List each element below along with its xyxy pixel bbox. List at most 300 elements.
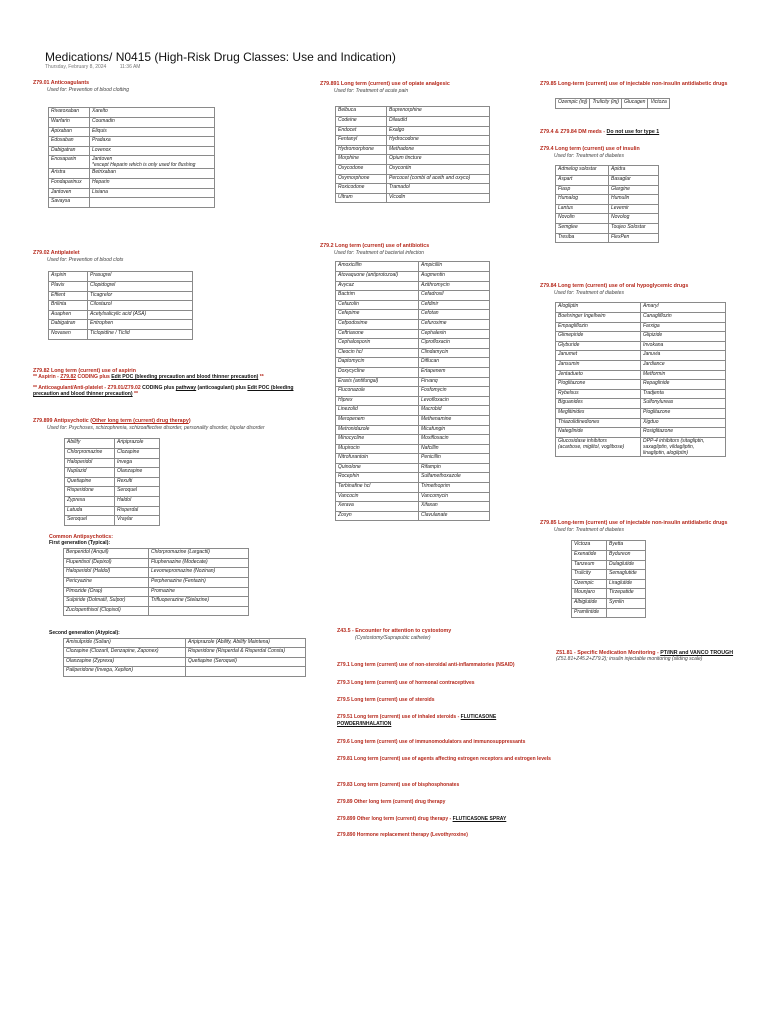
table-cell: Glucosidase inhibitors (acarbose, miglitol, voglibose) xyxy=(556,437,641,456)
table-cell: Toujeo Solostar xyxy=(609,223,659,233)
z79899-item xyxy=(337,816,506,822)
table-cell: Cilostazol xyxy=(88,301,193,311)
noninsulin-subtitle: Used for: Treatment of diabetes xyxy=(554,527,624,534)
table-cell: Cefadroxil xyxy=(419,291,490,301)
table-cell: Exenatide xyxy=(572,551,607,561)
noninsulin-top-table xyxy=(555,98,670,109)
common-antipsychotics-heading: Common Antipsychotics: xyxy=(49,533,113,540)
first-gen-label: First generation (Typical): xyxy=(49,539,111,546)
table-cell: Doxycycline xyxy=(336,367,419,377)
table-cell: Rivaroxaban xyxy=(49,108,90,118)
table-row xyxy=(64,549,249,559)
table-cell: Zyprexa xyxy=(65,496,115,506)
table-cell: Biguanides xyxy=(556,399,641,409)
heading-underlined: PT/INR and VANCO TROUGH xyxy=(660,650,734,656)
table-row xyxy=(49,320,193,330)
table-row xyxy=(49,272,193,282)
table-cell: Aristra xyxy=(49,169,90,179)
table-row xyxy=(49,178,215,188)
table-row xyxy=(336,262,490,272)
heading-text: ) xyxy=(188,418,191,424)
opiate-table xyxy=(335,106,490,203)
table-cell: Oxymorphone xyxy=(336,174,387,184)
table-cell: Victoza xyxy=(648,99,669,109)
table-cell: Roxicodone xyxy=(336,184,387,194)
table-cell: Pioglitazone xyxy=(556,380,641,390)
antibiotics-heading: Z79.2 Long term (current) use of antibiotics xyxy=(320,243,430,249)
antiplatelet-subtitle: Used for: Prevention of blood clots xyxy=(47,257,124,264)
table-cell: Sulpiride (Dolmatil, Sulpor) xyxy=(64,597,149,607)
table-row xyxy=(336,126,490,136)
second-gen-table xyxy=(63,638,306,677)
table-cell: Sulfonylureas xyxy=(641,399,726,409)
table-cell: Clavulanate xyxy=(419,511,490,521)
note-text: CODING plus xyxy=(76,374,112,381)
insulin-table xyxy=(555,165,659,243)
table-cell: Novolog xyxy=(609,214,659,224)
table-cell: Tirzepatide xyxy=(607,589,646,599)
aspirin-coding-note xyxy=(33,374,318,381)
table-row xyxy=(572,570,646,580)
table-cell: Xerava xyxy=(336,502,419,512)
table-row xyxy=(64,657,306,667)
z435-heading: Z43.5 - Encounter for attention to cystostomy xyxy=(337,628,452,634)
table-cell: Dabigatran xyxy=(49,146,90,156)
table-cell: Morphine xyxy=(336,155,387,165)
table-row xyxy=(336,367,490,377)
table-row xyxy=(556,351,726,361)
table-cell xyxy=(607,608,646,618)
table-cell: Fentanyl xyxy=(336,136,387,146)
table-row xyxy=(49,137,215,147)
table-row xyxy=(556,214,659,224)
antibiotics-subtitle: Used for: Treatment of bacterial infection xyxy=(334,250,424,257)
table-row xyxy=(556,408,726,418)
table-row xyxy=(65,449,160,459)
table-row xyxy=(336,291,490,301)
table-row xyxy=(49,188,215,198)
table-row xyxy=(336,425,490,435)
antiplatelet-table xyxy=(48,271,193,339)
antipsychotic-subtitle: Used for: Psychoses, schizophrenia, schizoaffective disorder, personality disorder, bipolar disorder xyxy=(47,425,265,432)
z435-block xyxy=(337,628,587,646)
table-cell: Hydromorphone xyxy=(336,145,387,155)
table-cell: Ozempic (inj) xyxy=(556,99,590,109)
table-cell: Glimepiride xyxy=(556,332,641,342)
table-cell: Clindamycin xyxy=(419,348,490,358)
table-cell: Dulaglutide xyxy=(607,560,646,570)
table-cell: Aspirin xyxy=(49,272,88,282)
table-cell: Auaphen xyxy=(49,310,88,320)
table-cell: Tramadol xyxy=(387,184,490,194)
table-cell: Seroquel xyxy=(65,516,115,526)
table-row xyxy=(65,516,160,526)
table-cell: Paliperidone (Invega, Xeplion) xyxy=(64,667,186,677)
table-cell: Semglee xyxy=(556,223,609,233)
table-row xyxy=(572,551,646,561)
table-cell: Seroquel xyxy=(115,487,160,497)
table-cell: Humulin xyxy=(609,195,659,205)
table-cell: Levemir xyxy=(609,204,659,214)
table-cell: Sulfamethoxazole xyxy=(419,473,490,483)
table-row xyxy=(336,511,490,521)
table-cell: Edoxaban xyxy=(49,137,90,147)
heading-text: Z51.81 - Specific Medication Monitoring - xyxy=(556,650,661,656)
table-cell: Entrophen xyxy=(88,320,193,330)
note-text: ** xyxy=(132,391,139,398)
noninsulin-top-heading: Z79.85 Long-term (current) use of injectable non-insulin antidiabetic drugs xyxy=(540,81,728,87)
z79890-item: Z79.890 Hormone replacement therapy (Levothyroxine) xyxy=(337,832,468,838)
table-cell: Risperdal xyxy=(115,506,160,516)
table-cell: Belbuca xyxy=(336,107,387,117)
table-cell: Vraylar xyxy=(115,516,160,526)
table-row xyxy=(336,396,490,406)
table-cell: Empagliflozin xyxy=(556,322,641,332)
table-row xyxy=(336,415,490,425)
table-cell: Glargine xyxy=(609,185,659,195)
table-cell: Risperidone xyxy=(65,487,115,497)
table-cell: Victoza xyxy=(572,541,607,551)
table-cell: Linezolid xyxy=(336,406,419,416)
table-row xyxy=(65,458,160,468)
table-cell: Admelog solostar xyxy=(556,166,609,176)
table-row xyxy=(556,99,670,109)
table-cell: Levomepromazine (Nozinan) xyxy=(149,568,249,578)
heading-text: Z79.899 Antipsychotic ( xyxy=(33,418,92,424)
table-cell: Glipizide xyxy=(641,332,726,342)
table-cell: Diflucan xyxy=(419,358,490,368)
table-cell: Cefepime xyxy=(336,310,419,320)
table-cell: Cleocin hcl xyxy=(336,348,419,358)
table-row xyxy=(556,176,659,186)
antipsychotic-heading xyxy=(33,418,323,424)
table-cell: Ultram xyxy=(336,193,387,203)
table-cell: Liraglutide xyxy=(607,579,646,589)
table-cell: Nateglinide xyxy=(556,428,641,438)
z7989-item: Z79.89 Other long term (current) drug therapy xyxy=(337,799,446,805)
table-cell: Ampicillin xyxy=(419,262,490,272)
table-row xyxy=(336,155,490,165)
table-cell: Quetiapine (Seroquel) xyxy=(186,657,306,667)
table-cell: Byetta xyxy=(607,541,646,551)
table-row xyxy=(572,541,646,551)
table-row xyxy=(49,301,193,311)
table-row xyxy=(336,164,490,174)
table-cell: Cephalosporin xyxy=(336,339,419,349)
table-cell: Cefuroxime xyxy=(419,319,490,329)
table-cell: Apidra xyxy=(609,166,659,176)
table-cell: Tradjenta xyxy=(641,389,726,399)
table-cell: Methenamine xyxy=(419,415,490,425)
dm-note xyxy=(540,129,659,135)
antipsychotic-section xyxy=(33,418,323,677)
table-cell: Clozapine (Clozaril, Denzapine, Zaponex) xyxy=(64,648,186,658)
table-cell: Perphenazine (Fentazin) xyxy=(149,577,249,587)
table-cell: Jantoven *except Heparin which is only used for flushing xyxy=(90,156,215,169)
table-row xyxy=(336,492,490,502)
table-cell: Micafungin xyxy=(419,425,490,435)
table-cell: Firvanq xyxy=(419,377,490,387)
table-row xyxy=(64,558,249,568)
table-row xyxy=(336,483,490,493)
table-row xyxy=(64,606,249,616)
table-cell: Pradaxa xyxy=(90,137,215,147)
table-row xyxy=(556,204,659,214)
table-cell: DPP-4 inhibitors (sitagliptin, saxagliptin, vildagliptin, linagliptin, alogliptin) xyxy=(641,437,726,456)
table-cell: Thiazolidinediones xyxy=(556,418,641,428)
table-row xyxy=(64,638,306,648)
table-cell: Endocet xyxy=(336,126,387,136)
item-underlined: FLUTICASONE POWDER/INHALATION xyxy=(337,714,497,727)
table-row xyxy=(336,136,490,146)
antiplatelet-section xyxy=(33,250,193,340)
second-gen-label: Second generation (Atypical): xyxy=(49,630,120,637)
table-cell: Heparin xyxy=(90,178,215,188)
table-cell: Coumadin xyxy=(90,118,215,128)
table-row xyxy=(556,195,659,205)
table-cell: Percocet (combi of aceth and oxyco) xyxy=(387,174,490,184)
table-row xyxy=(336,339,490,349)
table-row xyxy=(49,291,193,301)
table-row xyxy=(556,233,659,243)
table-cell: Brilinta xyxy=(49,301,88,311)
table-cell: Tanzeum xyxy=(572,560,607,570)
table-cell: Ertapenem xyxy=(419,367,490,377)
table-row xyxy=(64,648,306,658)
aspirin-notes xyxy=(33,368,318,398)
table-cell: Meropenem xyxy=(336,415,419,425)
table-row xyxy=(336,463,490,473)
table-cell: Eraxis (antifungal) xyxy=(336,377,419,387)
table-row xyxy=(336,174,490,184)
insulin-section xyxy=(540,146,659,243)
table-cell: Mounjaro xyxy=(572,589,607,599)
table-cell: Amoxicillin xyxy=(336,262,419,272)
table-cell: Trimethoprim xyxy=(419,483,490,493)
table-row xyxy=(336,435,490,445)
table-cell: Hiprex xyxy=(336,396,419,406)
table-cell: Invega xyxy=(115,458,160,468)
table-row xyxy=(49,310,193,320)
note-edit-poc: Edit POC (bleeding precaution and blood thinner precaution) xyxy=(33,384,294,398)
table-row xyxy=(556,223,659,233)
antibiotics-table xyxy=(335,261,490,521)
table-cell: Bydureon xyxy=(607,551,646,561)
table-row xyxy=(336,310,490,320)
table-cell: Moxifloxacin xyxy=(419,435,490,445)
table-row xyxy=(64,587,249,597)
table-cell: Amaryl xyxy=(641,303,726,313)
table-cell: Aripiprazole xyxy=(115,439,160,449)
table-cell: Janumet xyxy=(556,351,641,361)
table-cell: Pimozide (Orap) xyxy=(64,587,149,597)
table-row xyxy=(556,437,726,456)
z793-item: Z79.3 Long term (current) use of hormonal contraceptives xyxy=(337,680,475,686)
z795-item: Z79.5 Long term (current) use of steroids xyxy=(337,697,435,703)
table-row xyxy=(49,146,215,156)
table-cell: Amisulpride (Solian) xyxy=(64,638,186,648)
table-cell: Tresiba xyxy=(556,233,609,243)
table-cell: Haldol xyxy=(115,496,160,506)
table-row xyxy=(336,184,490,194)
table-cell: Ticagrelor xyxy=(88,291,193,301)
opiate-heading: Z79.891 Long term (current) use of opiate analgesic xyxy=(320,81,450,87)
table-row xyxy=(49,118,215,128)
table-cell: Dilaudid xyxy=(387,117,490,127)
table-cell: Xarelto xyxy=(90,108,215,118)
table-row xyxy=(572,560,646,570)
table-row xyxy=(336,444,490,454)
table-cell: Fiasp xyxy=(556,185,609,195)
table-row xyxy=(556,303,726,313)
item-text: Z79.899 Other long term (current) drug therapy - xyxy=(337,816,453,822)
table-cell: Trifluoperazine (Stelazine) xyxy=(149,597,249,607)
page-time: 11:36 AM xyxy=(119,64,141,70)
page-title: Medications/ N0415 (High-Risk Drug Classes: Use and Indication) xyxy=(45,50,396,64)
table-row xyxy=(64,667,306,677)
table-cell: Fosfomycin xyxy=(419,387,490,397)
table-row xyxy=(65,477,160,487)
table-cell: Apixaban xyxy=(49,127,90,137)
table-cell: Aripiprazole (Abilify, Abilify Maintena) xyxy=(186,638,306,648)
oral-subtitle: Used for: Treatment of diabetes xyxy=(554,290,624,297)
table-cell: Exalgo xyxy=(387,126,490,136)
table-row xyxy=(49,329,193,339)
table-cell: Haloperidol (Haldol) xyxy=(64,568,149,578)
table-row xyxy=(64,568,249,578)
table-cell: Clopidogrel xyxy=(88,282,193,292)
z7983-item: Z79.83 Long term (current) use of bisphosphonates xyxy=(337,782,460,788)
table-row xyxy=(336,117,490,127)
table-cell xyxy=(149,606,249,616)
table-cell: Olanzapine (Zyprexa) xyxy=(64,657,186,667)
table-row xyxy=(336,348,490,358)
table-row xyxy=(556,389,726,399)
table-row xyxy=(556,332,726,342)
table-cell xyxy=(186,667,306,677)
table-cell: Eliquis xyxy=(90,127,215,137)
table-cell: Olanzapine xyxy=(115,468,160,478)
table-row xyxy=(49,156,215,169)
note-pathway: pathway xyxy=(175,384,197,391)
monitoring-section xyxy=(556,650,766,662)
table-cell: Boehringer Ingelheim xyxy=(556,313,641,323)
opiate-section xyxy=(320,81,490,203)
note-text: ** Anticoagulant/Anti-platelet - Z79.01/Z79.02 xyxy=(33,384,141,391)
antipsychotic-table xyxy=(64,438,160,525)
table-cell: Metformin xyxy=(641,370,726,380)
table-row xyxy=(65,439,160,449)
z7981-item: Z79.81 Long term (current) use of agents affecting estrogen receptors and estrogen levels xyxy=(337,756,551,762)
table-cell: Trulicity xyxy=(572,570,607,580)
note-text: ** xyxy=(258,374,264,381)
anticoagulants-table xyxy=(48,107,215,207)
table-cell: Rocephin xyxy=(336,473,419,483)
table-row xyxy=(49,108,215,118)
table-row xyxy=(336,358,490,368)
table-cell: Jentadueto xyxy=(556,370,641,380)
table-cell: Methadone xyxy=(387,145,490,155)
table-row xyxy=(49,198,215,208)
heading-underlined: Other long term (current) drug therapy xyxy=(91,418,189,424)
table-row xyxy=(556,166,659,176)
note-code: Z79.82 xyxy=(60,374,77,381)
table-cell: Lixiana xyxy=(90,188,215,198)
table-row xyxy=(572,598,646,608)
table-cell: Chlorpromazine (Largactil) xyxy=(149,549,249,559)
table-cell: Ciprofloxacin xyxy=(419,339,490,349)
table-cell: Effient xyxy=(49,291,88,301)
table-row xyxy=(556,313,726,323)
table-row xyxy=(556,370,726,380)
table-cell: Jansumin xyxy=(556,360,641,370)
table-row xyxy=(572,608,646,618)
table-row xyxy=(64,597,249,607)
table-cell: Invokana xyxy=(641,341,726,351)
table-cell: Enoxaparin xyxy=(49,156,90,169)
table-row xyxy=(556,185,659,195)
table-cell: Humalog xyxy=(556,195,609,205)
table-cell: Flupentixol (Depixol) xyxy=(64,558,149,568)
table-row xyxy=(336,145,490,155)
table-cell: Prasugrel xyxy=(88,272,193,282)
table-cell: Meglitinides xyxy=(556,408,641,418)
table-cell: Ozempic xyxy=(572,579,607,589)
table-row xyxy=(556,418,726,428)
table-cell: Fluphenazine (Modecate) xyxy=(149,558,249,568)
table-cell: Benperidol (Anquil) xyxy=(64,549,149,559)
noninsulin-top-section xyxy=(540,81,727,109)
table-row xyxy=(65,487,160,497)
table-cell: Opium tincture xyxy=(387,155,490,165)
table-cell: Azithromycin xyxy=(419,281,490,291)
table-cell: Promazine xyxy=(149,587,249,597)
timestamp xyxy=(45,64,152,70)
table-cell: Warfarin xyxy=(49,118,90,128)
table-cell: Ceftriaxone xyxy=(336,329,419,339)
item-underlined: FLUTICASONE SPRAY xyxy=(452,816,507,822)
table-cell: Buprenorphine xyxy=(387,107,490,117)
table-row xyxy=(336,107,490,117)
oral-section xyxy=(540,283,726,457)
table-cell: Abilify xyxy=(65,439,115,449)
table-cell xyxy=(90,198,215,208)
z791-item: Z79.1 Long term (current) use of non-steroidal anti-inflammatories (NSAID) xyxy=(337,662,515,668)
noninsulin-section xyxy=(540,520,727,618)
table-cell: Canagliflozin xyxy=(641,313,726,323)
page-date: Thursday, February 8, 2024 xyxy=(45,64,107,70)
insulin-subtitle: Used for: Treatment of diabetes xyxy=(554,153,624,160)
table-row xyxy=(49,127,215,137)
table-cell: Macrobid xyxy=(419,406,490,416)
table-cell: Jardiance xyxy=(641,360,726,370)
table-cell: Vancomycin xyxy=(419,492,490,502)
table-row xyxy=(572,589,646,599)
z796-item: Z79.6 Long term (current) use of immunomodulators and immunosuppressants xyxy=(337,739,526,745)
noninsulin-table xyxy=(571,540,646,618)
table-cell: Cephalexin xyxy=(419,329,490,339)
dm-note-warning: Do not use for type 1 xyxy=(606,129,660,135)
table-cell: Atovaquone (antiprotozoal) xyxy=(336,272,419,282)
table-row xyxy=(556,380,726,390)
table-cell: Pericyazine xyxy=(64,577,149,587)
table-cell: Dabigatran xyxy=(49,320,88,330)
table-cell: Nuplazid xyxy=(65,468,115,478)
table-cell: Levofloxacin xyxy=(419,396,490,406)
table-row xyxy=(336,454,490,464)
table-row xyxy=(336,406,490,416)
table-row xyxy=(336,387,490,397)
